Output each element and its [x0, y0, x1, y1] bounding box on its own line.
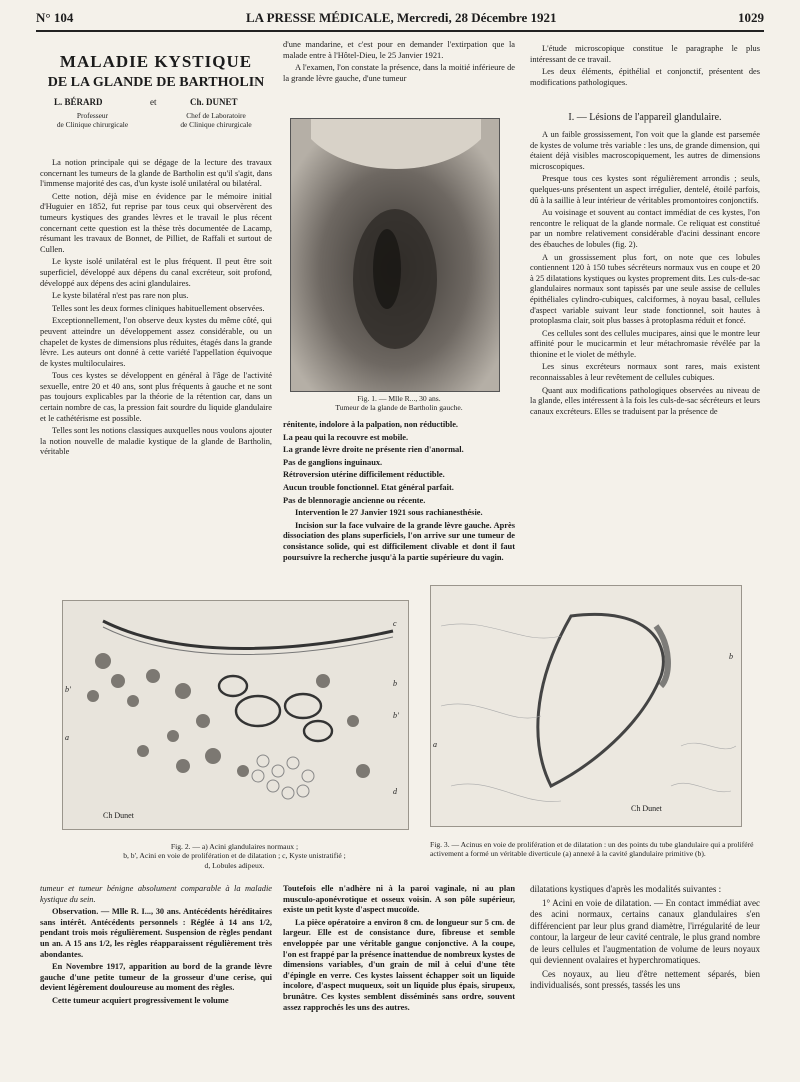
column-1-body — [40, 158, 272, 460]
column-2-bottom — [283, 420, 515, 565]
bottom-column-3 — [530, 884, 760, 994]
paragraph: Rétroversion utérine difficilement réductible. — [283, 470, 445, 480]
paragraph: Quant aux modifications pathologiques observées au niveau de la glande, elles intéressent à la fois les culs-de-sac sécréteurs et leurs canaux excréteurs. Elles se traduisent par la présence de — [530, 385, 760, 416]
article-title-line-1: MALADIE KYSTIQUE — [59, 52, 253, 71]
journal-title: LA PRESSE MÉDICALE, Mercredi, 28 Décembre 1921 — [246, 10, 557, 25]
figure-2-caption-line-3: d, Lobules adipeux. — [204, 860, 265, 870]
figure-2-label-b-prime-left: b' — [65, 685, 71, 694]
figure-3-drawing — [431, 586, 741, 826]
figure-2-caption-line-2: b, b', Acini en voie de prolifération et de dilatation ; c, Kyste unistratifié ; — [123, 851, 346, 861]
figure-2-label-a: a — [65, 733, 69, 742]
paragraph: Intervention le 27 Janvier 1921 sous rachianesthésie. — [295, 508, 483, 518]
author-roles — [40, 111, 272, 133]
author-1-role-b: de Clinique chirurgicale — [56, 120, 129, 129]
figure-3-micrograph — [430, 585, 742, 827]
paragraph: La pièce opératoire a environ 8 cm. de longueur sur 5 cm. de largeur. Elle est de consistance dure, fibreuse et semble enveloppée par une véritable gangue conjonctive. A la coupe, l'on est frappé par la présence inattendue de nombreux kystes de dimensions variables, d'un grain de mil à celui d'une tête d'épingle en verre. Ces kystes laissent échapper soit un liquide incolore, d'aspect muqueux, soit un liquide plus épais, sirupeux, brunâtre. Ces kystes semblent disséminés sans ordre, souvent assez rapprochés les uns des autres. — [283, 917, 515, 1012]
paragraph: Ces noyaux, au lieu d'être nettement séparés, bien individualisés, sont pressés, tassés les uns — [530, 968, 760, 990]
paragraph: Observation. — Mlle R. I..., 30 ans. Antécédents héréditaires sans intérêt. Antécédents personnels : Réglée à 14 ans 1/2, pendant trois mois régulièrement. Suspension de règles pendant un an. A 15 ans 1/2, les règles réapparaissent régulièrement très abondantes. — [40, 907, 272, 959]
column-3-body — [530, 130, 760, 419]
author-2-role-a: Chef de Laboratoire — [186, 111, 246, 120]
paragraph: Incision sur la face vulvaire de la grande lèvre gauche. Après dissociation des plans superficiels, l'on arrive sur une tumeur de consistance solide, qui est difficilement clivable et dont il faut poursuivre la recherche jusqu'à la partie supérieure du vagin. — [283, 520, 515, 562]
figure-1-photo — [290, 118, 500, 392]
figure-2-caption-line-1: Fig. 2. — a) Acini glandulaires normaux ; — [170, 842, 299, 851]
paragraph: Aucun trouble fonctionnel. Etat général parfait. — [283, 482, 454, 492]
paragraph: Pas de blennoragie ancienne ou récente. — [283, 495, 426, 505]
author-2-role-b: de Clinique chirurgicale — [180, 120, 252, 129]
paragraph: Telles sont les notions classiques auxquelles nous voulons ajouter la notion nouvelle de maladie kystique de la glande de Bartholin, véritable — [40, 426, 272, 457]
paragraph: Cette notion, déjà mise en évidence par le mémoire initial d'Huguier en 1852, fut reprise par tous ceux qui observèrent des tumeurs kystiques des grandes lèvres et le travail le plus récent concernant cette question est la thèse très documentée de Lacamp, résumant les travaux de Bonnet, de Pilliet, de Raffali et surtout de Cullen. — [40, 191, 272, 254]
bottom-column-1 — [40, 884, 272, 1009]
figure-2-label-b-prime-right: b' — [393, 711, 399, 720]
paragraph: L'étude microscopique constitue le paragraphe le plus intéressant de ce travail. — [530, 44, 760, 64]
author-1: L. BÉRARD — [54, 97, 103, 107]
figure-2-label-c: c — [393, 619, 397, 628]
paragraph: Presque tous ces kystes sont régulièrement arrondis ; seuls, quelques-uns présentent un aspect irrégulier, dentelé, étoilé parfois, dû à la saillie à leur intérieur de véritables promontoires conjonctifs. — [530, 174, 760, 205]
author-2: Ch. DUNET — [190, 97, 238, 107]
paragraph: Toutefois elle n'adhère ni à la paroi vaginale, ni au plan musculo-aponévrotique et osseux voisin. A son pôle supérieur, existe un petit kyste d'aspect mucoïde. — [283, 884, 515, 915]
figure-1-caption-line-2: Tumeur de la glande de Bartholin gauche. — [335, 403, 463, 413]
issue-number: N° 104 — [36, 10, 74, 25]
figure-2-label-b: b — [393, 679, 397, 688]
paragraph: Le kyste isolé unilatéral est le plus fréquent. Il peut être soit superficiel, développé aux dépens du canal excréteur, soit profond, développé aux dépens des acini glandulaires. — [40, 257, 272, 288]
figure-2-signature: Ch Dunet — [103, 811, 134, 820]
figure-3-signature: Ch Dunet — [631, 804, 662, 813]
paragraph: Le kyste bilatéral n'est pas rare non plus. — [52, 291, 189, 301]
figure-1-image — [291, 119, 499, 391]
paragraph: Les sinus excréteurs normaux sont rares, mais existent reconnaissables à leur revêtement de cellules cubiques. — [530, 362, 760, 383]
paragraph: Ces cellules sont des cellules mucipares, ainsi que le montre leur affinité pour le mucicarmin et leur métachromasie révélée par la thionine et le violet de méthyle. — [530, 328, 760, 359]
figure-3-label-b: b — [729, 652, 733, 661]
page-number: 1029 — [738, 10, 764, 25]
figure-1-caption-line-1: Fig. 1. — Mlle R..., 30 ans. — [357, 394, 441, 403]
paragraph: Cette tumeur acquiert progressivement le volume — [52, 995, 229, 1005]
author-1-role-a: Professeur — [76, 111, 109, 120]
figure-2-label-d: d — [393, 787, 397, 796]
paragraph: Tous ces kystes se développent en général à l'âge de l'activité sexuelle, entre 20 et 40 ans, sont plus fréquents à gauche et ne sont pas toujours explicables par la théorie de la rétention car, dans un certain nombre de cas, la pression fait sourdre du liquide glandulaire et le cathétérisme est possible. — [40, 371, 272, 423]
article-title-block — [40, 52, 272, 133]
figure-2-micrograph — [62, 600, 409, 830]
figure-2-caption — [62, 842, 407, 870]
figure-3-caption: Fig. 3. — Acinus en voie de prolifération et de dilatation : un des points du tube glandulaire qui a proliféré activement a formé un véritable diverticule (a) annexé à la cavité glandulaire primitive (b). — [430, 840, 754, 859]
paragraph: Telles sont les deux formes cliniques habituellement observées. — [52, 303, 265, 313]
paragraph: Les deux éléments, épithélial et conjonctif, présentent des modifications pathologiques. — [530, 67, 760, 87]
paragraph: tumeur et tumeur bénigne absolument comparable à la maladie kystique du sein. — [40, 884, 272, 904]
paragraph: A un faible grossissement, l'on voit que la glande est parsemée de kystes de volume très variable : les uns, de grande dimension, qui étaient déjà visibles macroscopiquement, les autres de dimensions microscopiques. — [530, 130, 760, 171]
bottom-column-2 — [283, 884, 515, 1015]
page-header — [36, 8, 764, 32]
figure-3-label-a: a — [433, 740, 437, 749]
paragraph: Au voisinage et souvent au contact immédiat de ces kystes, l'on rencontre le reliquat de la glande normale. Ce reliquat est constitué par un nombre relativement considérable d'acini dessinant encore des ébauches de lobules (fig. 2). — [530, 208, 760, 249]
column-3-top — [530, 44, 760, 90]
column-2-top — [283, 40, 515, 86]
paragraph: La grande lèvre droite ne présente rien d'anormal. — [283, 445, 464, 455]
section-heading: I. — Lésions de l'appareil glandulaire. — [568, 112, 722, 123]
paragraph: La notion principale qui se dégage de la lecture des travaux concernant les tumeurs de la glande de Bartholin est qu'il s'agit, dans l'immense majorité des cas, d'un kyste isolé unilatéral ou bilatéral. — [40, 158, 272, 189]
paragraph: A un grossissement plus fort, on note que ces lobules contiennent 120 à 150 tubes sécréteurs normaux vus en coupe et 20 à 25 dilatations kystiques ou kystes proprement dits. Les culs-de-sac glandulaires normaux sont tapissés par une seule assise de cellules épithéliales cylindro-cubiques, calciformes, à noyau basal, cellules d'aspect variable suivant leur stade fonctionnel, soit hautes à protoplasma clair, soit plus basses à protoplasma réduit et foncé. — [530, 252, 760, 326]
paragraph: d'une mandarine, et c'est pour en demander l'extirpation que la malade entre à l'Hôtel-Dieu, le 25 Janvier 1921. — [283, 40, 515, 60]
article-title-line-2: DE LA GLANDE DE BARTHOLIN — [47, 75, 265, 90]
paragraph: A l'examen, l'on constate la présence, dans la moitié inférieure de la grande lèvre gauche, d'une tumeur — [283, 63, 515, 83]
paragraph: La peau qui la recouvre est mobile. — [283, 432, 409, 442]
paragraph: dilatations kystiques d'après les modalités suivantes : — [530, 884, 722, 894]
authors — [40, 97, 272, 111]
paragraph: rénitente, indolore à la palpation, non réductible. — [283, 420, 459, 429]
author-and: et — [150, 97, 157, 107]
paragraph: Exceptionnellement, l'on observe deux kystes du même côté, qui peuvent atteindre un développement assez considérable, ou un chapelet de kystes de dimensions plus réduites, étagés dans la grande lèvre. Les auteurs ont donné à cette variété l'appellation équivoque de kystes multiloculaires. — [40, 316, 272, 368]
paragraph: Pas de ganglions inguinaux. — [283, 457, 383, 467]
paragraph: 1° Acini en voie de dilatation. — En contact immédiat avec des acini normaux, certains canaux glandulaires s'en différencient par leur plus grand diamètre, l'irrégularité de leur contour, la largeur de leur cavité centrale, le plus grand nombre de leurs cellules et l'augmentation de volume de leurs noyaux qui deviennent ovalaires et hyperchromatiques. — [530, 897, 760, 965]
figure-2-drawing — [63, 601, 408, 829]
paragraph: En Novembre 1917, apparition au bord de la grande lèvre gauche d'une petite tumeur de la grosseur d'une cerise, qui devient légèrement douloureuse au moment des règles. — [40, 962, 272, 993]
figure-1-caption — [283, 394, 515, 413]
